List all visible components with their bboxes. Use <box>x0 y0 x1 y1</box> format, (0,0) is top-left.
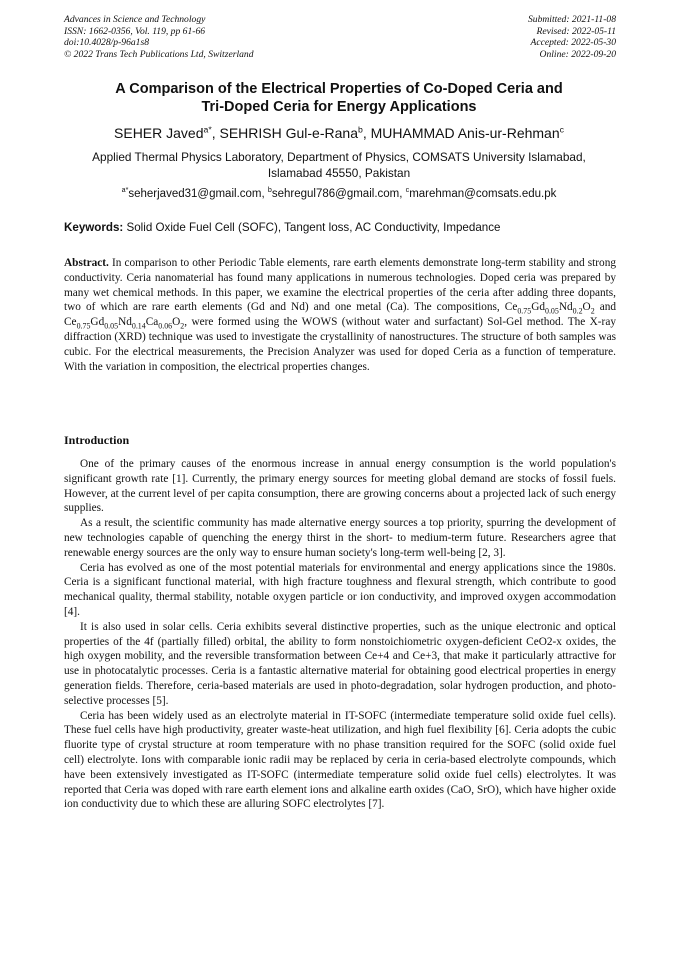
abstract-text-2: , were formed using the WOWS (without water and surfactant) Sol-Gel method. The X-ray diffraction (XRD) technique was used to investigate the crystallinity of nanostructures. The structure of both samples was cubic. For the electrical measurements, the Precision Analyzer was used for doped Ceria as a function of temperature. With the variation in composition, the electrical properties changes. <box>64 316 616 373</box>
author-sup: c <box>559 124 564 135</box>
abstract <box>64 256 616 374</box>
intro-paragraph-5: Ceria has been widely used as an electrolyte material in IT-SOFC (intermediate temperature solid oxide fuel cells). These fuel cells have high productivity, greater waste-heat utilization, and high fuel flexibility [6]. Ceria adopts the cubic fluorite type of crystal structure at room temperature with no phase transition required for the SOFC (solid oxide fuel cell) electrolyte. Ions with comparable ionic radii may be replaced by ceria in ceria-based electrolyte compounds, which have been extensively investigated as IT-SOFC (intermediate temperature solid oxide fuel cells) electrolytes. It was reported that Ceria was doped with rare earth element ions and alkaline earth oxides (CaO, SrO), which have higher oxide ion conductivity due to which these are alluring SOFC electrolytes [7]. <box>64 709 616 811</box>
affiliation-line-2: Islamabad 45550, Pakistan <box>267 165 411 180</box>
accepted-date: Accepted: 2022-05-30 <box>530 37 616 48</box>
formula-subscript: 0.75 <box>76 321 91 331</box>
formula-subscript: 0.14 <box>131 321 146 331</box>
email-3 <box>406 188 557 200</box>
email-address: sehregul786@gmail.com <box>271 188 400 200</box>
email-address: marehman@comsats.edu.pk <box>409 188 557 200</box>
formula-element: Ce <box>504 301 518 314</box>
formula-element: Nd <box>558 301 573 314</box>
author-name: MUHAMMAD Anis-ur-Rehman <box>370 125 560 141</box>
formula-subscript: 2 <box>180 321 185 331</box>
keywords-text: Solid Oxide Fuel Cell (SOFC), Tangent loss, AC Conductivity, Impedance <box>123 221 501 234</box>
email-sup: b <box>267 186 272 195</box>
email-address: seherjaved31@gmail.com <box>128 188 262 200</box>
title-line-2: Tri-Doped Ceria for Energy Applications <box>201 99 477 115</box>
authors <box>20 124 658 142</box>
doi-line: doi:10.4028/p-96a1s8 <box>64 37 150 48</box>
email-1 <box>122 188 268 200</box>
composition-1 <box>504 301 595 316</box>
formula-element: Nd <box>118 316 132 329</box>
intro-paragraph-3: Ceria has evolved as one of the most potential materials for environmental and energy applications since the 1980s. Ceria is a significant functional material, with high fracture toughness and flexural strength, which contribute to good mechanical quality, thermal stability, notable oxygen particle or ion conductivity, and improved oxygen accommodation [4]. <box>64 561 616 618</box>
author-emails <box>40 187 638 201</box>
formula-element: O <box>582 301 591 314</box>
author-sep: , <box>211 125 220 141</box>
author-2 <box>219 125 370 141</box>
formula-subscript: 0.05 <box>104 321 119 331</box>
author-1 <box>114 125 219 141</box>
copyright-line: © 2022 Trans Tech Publications Ltd, Switzerland <box>64 48 254 60</box>
email-sup: a* <box>121 186 129 195</box>
formula-element: Ca <box>145 316 159 329</box>
section-heading-introduction: Introduction <box>64 433 130 447</box>
affiliation-line-1: Applied Thermal Physics Laboratory, Department of Physics, COMSATS University Islamabad, <box>92 150 586 164</box>
intro-paragraph-1: One of the primary causes of the enormous increase in annual energy consumption is the world population's significant growth rate [1]. Currently, the primary energy sources for meeting global demand are stocks of fossil fuels. However, at the current level of per capita consumption, there are growing concerns about a projected lack of such energy supplies. <box>64 458 616 515</box>
title-line-1: A Comparison of the Electrical Properties of Co-Doped Ceria and <box>115 81 563 97</box>
formula-element: Gd <box>531 301 545 314</box>
intro-paragraph-4: It is also used in solar cells. Ceria exhibits several distinctive properties, such as the unique electronic and optical properties of the 4f (partially filled) orbital, the ability to form nonstoichiometric oxygen-deficient CeO2-x oxides, the high oxygen mobility, and the reversible transformation between Ce+4 and Ce+3, that make it particularly attractive for use in photocatalytic processes. Ceria is a fantastic alternative material for obtaining good electrical properties in energy generation fields. Therefore, ceria-based materials are used in photo-degradation, solar hydrogen production, and photo-selective processes [5]. <box>64 620 616 707</box>
abstract-text-1: In comparison to other Periodic Table elements, rare earth elements demonstrate long-term stability and strong conductivity. Ceria nanomaterial has found many applications in numerous technologies. Doped ceria was prepared by many wet chemical methods. In this paper, we examine the electrical properties of the ceria after adding three dopants, two of which are rare earth elements (Gd and Nd) and one metal (Ca). The compositions, <box>64 257 616 314</box>
keywords-label: Keywords: <box>64 221 124 234</box>
email-sup: c <box>405 186 410 195</box>
formula-subscript: 0.06 <box>158 321 173 331</box>
abstract-and: and <box>594 301 616 314</box>
online-date: Online: 2022-09-20 <box>539 48 616 60</box>
formula-subscript: 2 <box>590 306 595 316</box>
affiliation <box>60 150 618 181</box>
dates-info <box>528 14 616 60</box>
author-name: SEHRISH Gul-e-Rana <box>219 125 358 141</box>
journal-name: Advances in Science and Technology <box>64 14 206 25</box>
author-name: SEHER Javed <box>114 125 204 141</box>
abstract-label: Abstract. <box>64 257 109 269</box>
email-sep: , <box>399 188 406 200</box>
formula-element: O <box>172 316 181 329</box>
introduction-body <box>64 457 616 812</box>
author-sup: a* <box>203 124 212 135</box>
issn-line: ISSN: 1662-0356, Vol. 119, pp 61-66 <box>64 25 206 37</box>
paper-title <box>40 80 638 116</box>
keywords <box>64 221 616 235</box>
submitted-date: Submitted: 2021-11-08 <box>527 14 616 25</box>
email-sep: , <box>261 188 268 200</box>
author-sup: b <box>357 124 363 135</box>
intro-paragraph-2: As a result, the scientific community has made alternative energy sources a top priority, spurring the development of new technologies capable of quenching the energy thirst in the short- to medium-term future. Researchers agree that renewable energy sources are the only way to ensure human society's long-term well-being [2, 3]. <box>64 517 616 559</box>
author-sep: , <box>362 125 371 141</box>
author-3 <box>371 125 564 141</box>
formula-subscript: 0.05 <box>545 306 559 316</box>
revised-date: Revised: 2022-05-11 <box>536 25 616 37</box>
journal-info <box>64 14 254 60</box>
formula-subscript: 0.2 <box>572 306 583 316</box>
formula-element: Gd <box>90 316 105 329</box>
formula-element: Ce <box>64 316 77 329</box>
formula-subscript: 0.75 <box>517 306 532 316</box>
email-2 <box>268 188 406 200</box>
composition-2 <box>64 316 185 331</box>
